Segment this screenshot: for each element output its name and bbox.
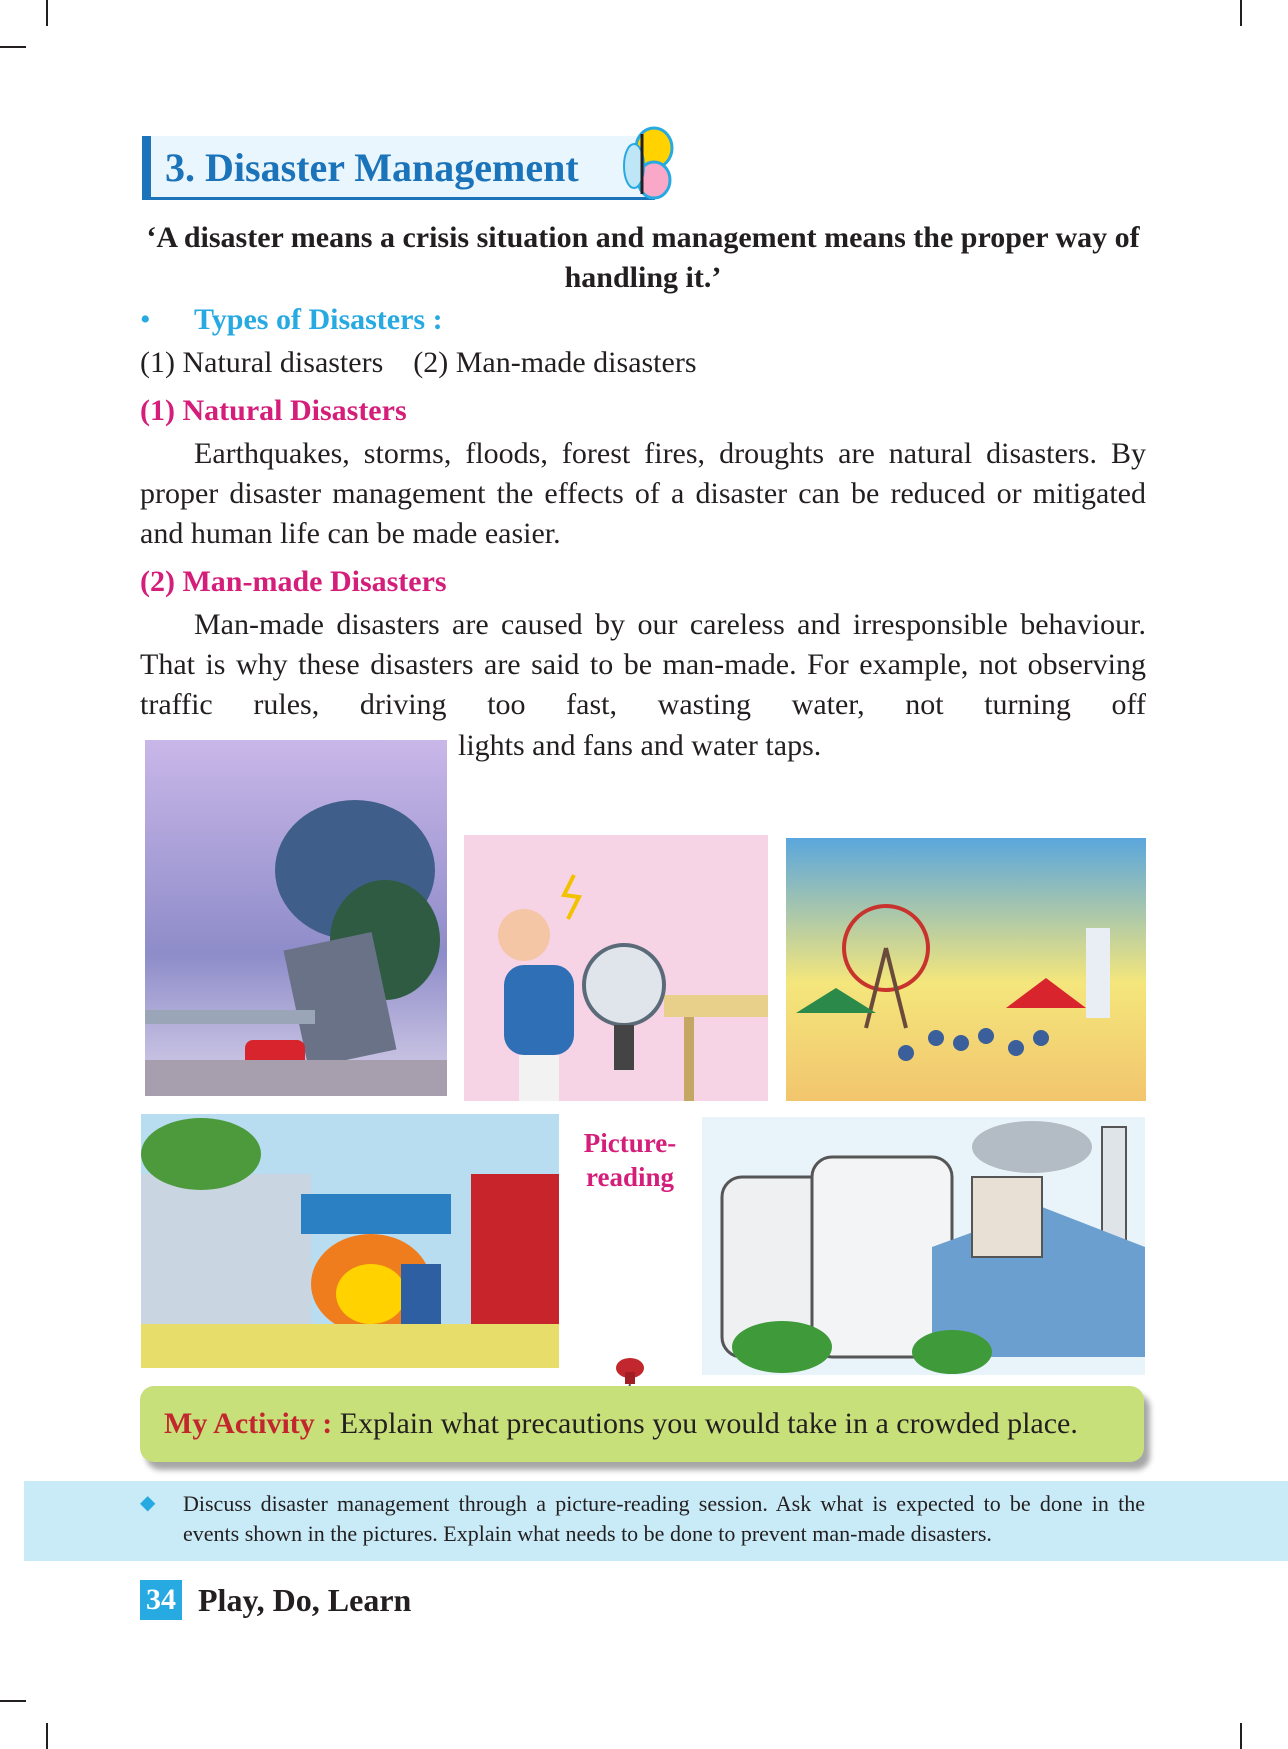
manmade-disasters-text-end: lights and fans and water taps. [458,729,822,762]
butterfly-icon [618,124,680,204]
crop-mark [1240,0,1242,26]
my-activity-box [140,1386,1144,1462]
crowded-fair-picture [786,838,1146,1101]
page-number: 34 [140,1580,182,1620]
my-activity-text: Explain what precautions you would take in a crowded place. [339,1407,1078,1440]
storm-picture [145,740,447,1096]
book-title: Play, Do, Learn [198,1582,412,1618]
types-heading: Types of Disasters : [194,303,443,336]
crop-mark [46,0,48,26]
crop-mark [1240,1723,1242,1749]
natural-disasters-text: Earthquakes, storms, floods, forest fires, droughts are natural disasters. By proper disaster management the effects of a disaster can be reduced or mitigated and human life can be made easier. [140,437,1146,550]
diamond-bullet-icon: ◆ [140,1492,156,1514]
electric-shock-picture [464,835,768,1101]
crop-mark [0,1700,26,1702]
teacher-note-text: Discuss disaster management through a picture-reading session. Ask what is expected to be done in the events shown in the pictures. Explain what needs to be done to prevent man-made disasters. [183,1491,1145,1546]
crop-mark [0,46,26,48]
my-activity-label: My Activity : [164,1407,333,1440]
manmade-disasters-heading: (2) Man-made Disasters [140,565,447,598]
crop-mark [46,1723,48,1749]
bullet: • [140,303,151,336]
shop-fire-picture [141,1114,559,1368]
manmade-disasters-text: Man-made disasters are caused by our careless and irresponsible behaviour. That is why these disasters are said to be man-made. For example, not observing traffic rules, driving too fast, wasting water, not turning off [140,608,1146,721]
page-title: 3. Disaster Management [165,145,579,190]
definition-quote: ‘A disaster means a crisis situation and management means the proper way of handling it.’ [146,221,1140,294]
types-list: (1) Natural disasters (2) Man-made disasters [140,346,697,379]
industrial-tanks-picture [702,1117,1145,1375]
picture-reading-label: Picture-reading [583,1128,677,1192]
natural-disasters-heading: (1) Natural Disasters [140,394,407,427]
